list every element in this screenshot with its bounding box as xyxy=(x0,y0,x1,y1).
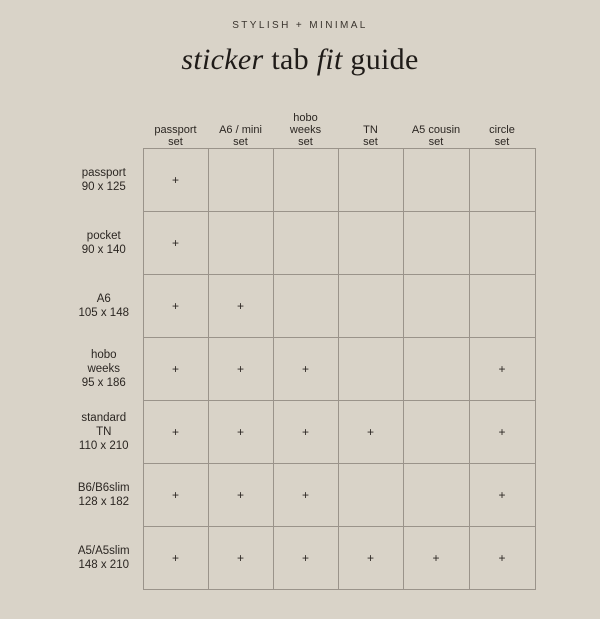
row-header-size: 90 x 140 xyxy=(81,244,126,256)
row-header-size: 95 x 186 xyxy=(81,377,126,389)
fit-mark: + xyxy=(366,551,374,565)
fit-mark: + xyxy=(171,299,179,313)
row-header-size: 110 x 210 xyxy=(78,440,129,452)
cell-b6b6slim-tnset xyxy=(338,464,403,527)
cell-a6-a5cousinset xyxy=(403,275,469,338)
column-header-tn-set xyxy=(338,108,403,149)
table-corner-cell xyxy=(65,108,143,149)
fit-mark: + xyxy=(432,551,440,565)
cell-standardtn-tnset xyxy=(338,401,403,464)
row-header-passport xyxy=(65,149,143,212)
cell-a5a5slim-hoboweeksset xyxy=(273,527,338,590)
table-row xyxy=(65,275,535,338)
table-row xyxy=(65,464,535,527)
column-header-line2: set xyxy=(363,136,378,148)
cell-b6b6slim-passportset xyxy=(143,464,208,527)
cell-a5a5slim-circleset xyxy=(469,527,535,590)
title-word-fit: fit xyxy=(316,43,343,76)
page-title xyxy=(0,43,600,77)
cell-standardtn-circleset xyxy=(469,401,535,464)
title-word-sticker: sticker xyxy=(181,43,264,76)
fit-mark: + xyxy=(236,299,244,313)
row-header-size: 148 x 210 xyxy=(78,559,129,571)
fit-mark: + xyxy=(301,488,309,502)
cell-a5a5slim-tnset xyxy=(338,527,403,590)
fit-mark: + xyxy=(171,362,179,376)
table-header-row xyxy=(65,108,535,149)
cell-a6-hoboweeksset xyxy=(273,275,338,338)
fit-mark: + xyxy=(301,551,309,565)
row-header-name: A5/A5slim xyxy=(77,545,130,557)
fit-mark: + xyxy=(236,425,244,439)
column-header-line2: set xyxy=(428,136,444,148)
cell-passport-a6miniset xyxy=(208,149,273,212)
column-header-passport-set xyxy=(143,108,208,149)
cell-pocket-tnset xyxy=(338,212,403,275)
column-header-line1: circle xyxy=(489,124,515,136)
cell-hoboweeks-circleset xyxy=(469,338,535,401)
column-header-a5-cousin-set xyxy=(403,108,469,149)
row-header-name-line1: standard xyxy=(81,412,127,424)
fit-mark: + xyxy=(498,425,506,439)
row-header-size: 105 x 148 xyxy=(78,307,129,319)
fit-mark: + xyxy=(171,236,179,250)
cell-a5a5slim-a5cousinset xyxy=(403,527,469,590)
fit-mark: + xyxy=(236,488,244,502)
fit-mark: + xyxy=(498,488,506,502)
column-header-circle-set xyxy=(469,108,535,149)
cell-b6b6slim-a5cousinset xyxy=(403,464,469,527)
cell-hoboweeks-hoboweeksset xyxy=(273,338,338,401)
cell-b6b6slim-hoboweeksset xyxy=(273,464,338,527)
cell-standardtn-passportset xyxy=(143,401,208,464)
cell-hoboweeks-a5cousinset xyxy=(403,338,469,401)
row-header-size: 128 x 182 xyxy=(78,496,129,508)
column-header-line2: set xyxy=(233,136,248,148)
column-header-line2: set xyxy=(168,136,183,148)
cell-a6-a6miniset xyxy=(208,275,273,338)
column-header-line1: TN xyxy=(363,124,378,136)
title-word-tab: tab xyxy=(271,43,309,76)
row-header-a5-a5slim xyxy=(65,527,143,590)
cell-a5a5slim-a6miniset xyxy=(208,527,273,590)
column-header-line1: hobo xyxy=(293,112,318,124)
row-header-hobo-weeks xyxy=(65,338,143,401)
column-header-line3: set xyxy=(298,136,313,148)
column-header-line2: set xyxy=(494,136,510,148)
cell-passport-passportset xyxy=(143,149,208,212)
cell-a6-circleset xyxy=(469,275,535,338)
column-header-line2: weeks xyxy=(289,124,322,136)
column-header-line1: passport xyxy=(154,124,197,136)
row-header-pocket xyxy=(65,212,143,275)
fit-mark: + xyxy=(301,425,309,439)
cell-pocket-circleset xyxy=(469,212,535,275)
table-row xyxy=(65,401,535,464)
cell-passport-circleset xyxy=(469,149,535,212)
cell-passport-hoboweeksset xyxy=(273,149,338,212)
table-row xyxy=(65,149,535,212)
title-word-guide: guide xyxy=(350,43,419,76)
row-header-standard-tn xyxy=(65,401,143,464)
cell-pocket-hoboweeksset xyxy=(273,212,338,275)
column-header-a6-mini-set xyxy=(208,108,273,149)
row-header-name-line1: hobo xyxy=(90,349,117,361)
fit-mark: + xyxy=(301,362,309,376)
row-header-name: A6 xyxy=(96,293,111,305)
row-header-name-line2: weeks xyxy=(87,363,121,375)
column-header-line1: A5 cousin xyxy=(411,124,461,136)
row-header-name: B6/B6slim xyxy=(77,482,130,494)
column-header-line1: A6 / mini xyxy=(219,124,262,136)
fit-mark: + xyxy=(171,173,179,187)
fit-table-wrapper xyxy=(65,108,535,590)
row-header-name: passport xyxy=(81,167,126,179)
cell-b6b6slim-circleset xyxy=(469,464,535,527)
cell-a5a5slim-passportset xyxy=(143,527,208,590)
fit-mark: + xyxy=(236,551,244,565)
cell-standardtn-a6miniset xyxy=(208,401,273,464)
table-row xyxy=(65,338,535,401)
cell-b6b6slim-a6miniset xyxy=(208,464,273,527)
cell-pocket-passportset xyxy=(143,212,208,275)
cell-a6-passportset xyxy=(143,275,208,338)
fit-mark: + xyxy=(171,551,179,565)
fit-mark: + xyxy=(236,362,244,376)
row-header-a6 xyxy=(65,275,143,338)
cell-passport-a5cousinset xyxy=(403,149,469,212)
cell-passport-tnset xyxy=(338,149,403,212)
row-header-size: 90 x 125 xyxy=(81,181,126,193)
cell-pocket-a6miniset xyxy=(208,212,273,275)
page-eyebrow: STYLISH + MINIMAL xyxy=(232,20,368,31)
cell-a6-tnset xyxy=(338,275,403,338)
fit-mark: + xyxy=(171,425,179,439)
cell-hoboweeks-tnset xyxy=(338,338,403,401)
cell-hoboweeks-a6miniset xyxy=(208,338,273,401)
table-row xyxy=(65,527,535,590)
cell-hoboweeks-passportset xyxy=(143,338,208,401)
fit-table xyxy=(65,108,536,590)
fit-mark: + xyxy=(366,425,374,439)
fit-mark: + xyxy=(498,362,506,376)
cell-standardtn-a5cousinset xyxy=(403,401,469,464)
fit-mark: + xyxy=(498,551,506,565)
column-header-hobo-weeks-set xyxy=(273,108,338,149)
cell-pocket-a5cousinset xyxy=(403,212,469,275)
fit-mark: + xyxy=(171,488,179,502)
cell-standardtn-hoboweeksset xyxy=(273,401,338,464)
fit-guide-page xyxy=(0,20,600,619)
row-header-name-line2: TN xyxy=(96,426,112,438)
table-row xyxy=(65,212,535,275)
row-header-b6-b6slim xyxy=(65,464,143,527)
row-header-name: pocket xyxy=(86,230,121,242)
